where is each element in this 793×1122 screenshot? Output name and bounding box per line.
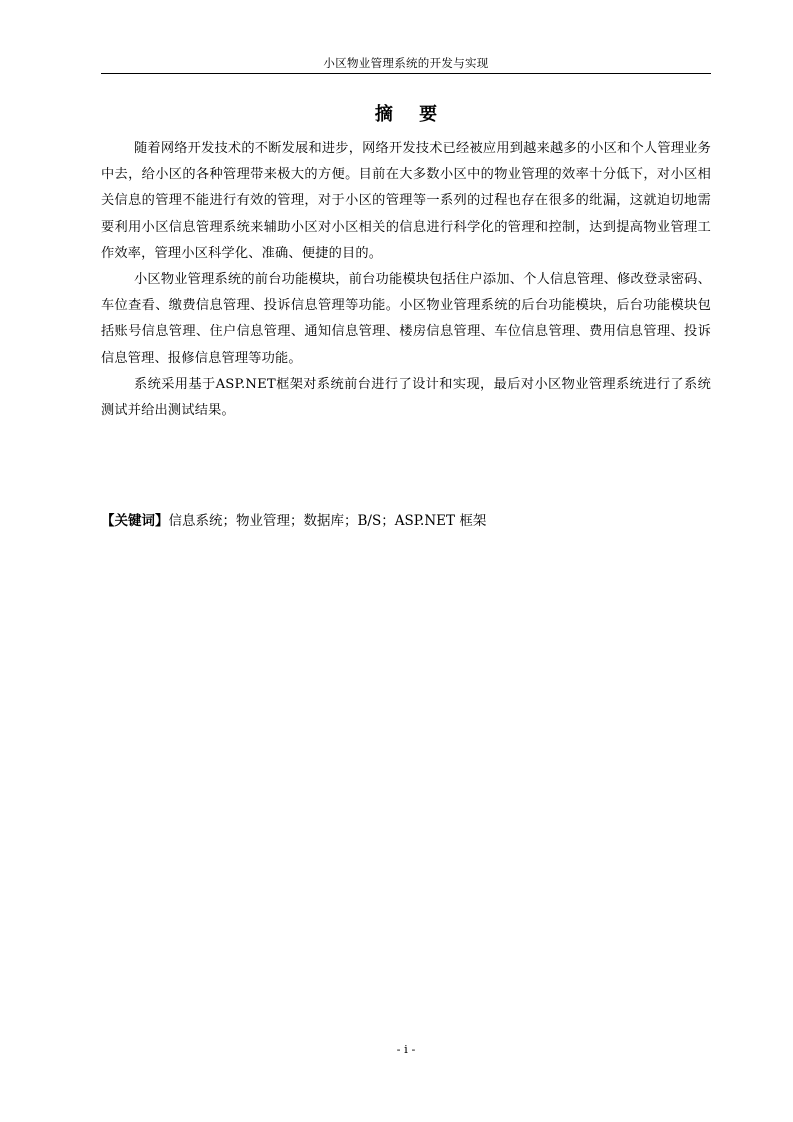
abstract-paragraph-3: 系统采用基于ASP.NET框架对系统前台进行了设计和实现，最后对小区物业管理系统进行了系统测试并给出测试结果。 bbox=[101, 376, 711, 419]
abstract-title: 摘 要 bbox=[374, 104, 448, 125]
page-number: - i - bbox=[396, 1042, 416, 1056]
abstract-paragraph-2: 小区物业管理系统的前台功能模块，前台功能模块包括住户添加、个人信息管理、修改登录密码、车位查看、缴费信息管理、投诉信息管理等功能。小区物业管理系统的后台功能模块，后台功能模块包括账号信息管理、住户信息管理、通知信息管理、楼房信息管理、车位信息管理、费用信息管理、投诉信息管理、报修信息管理等功能。 bbox=[101, 272, 711, 366]
keywords-text: 信息系统；物业管理；数据库；B/S；ASP.NET 框架 bbox=[168, 513, 487, 529]
header-divider bbox=[101, 73, 711, 74]
running-header: 小区物业管理系统的开发与实现 bbox=[323, 56, 489, 70]
abstract-paragraph-1: 随着网络开发技术的不断发展和进步，网络开发技术已经被应用到越来越多的小区和个人管理业务中去，给小区的各种管理带来极大的方便。目前在大多数小区中的物业管理的效率十分低下，对小区相关信息的管理不能进行有效的管理，对于小区的管理等一系列的过程也存在很多的纰漏，这就迫切地需要利用小区信息管理系统来辅助小区对小区相关的信息进行科学化的管理和控制，达到提高物业管理工作效率，管理小区科学化、准确、便捷的目的。 bbox=[101, 141, 711, 261]
keywords-line bbox=[101, 508, 711, 534]
keywords-label: 【关键词】 bbox=[101, 513, 169, 529]
abstract-body bbox=[101, 136, 711, 424]
